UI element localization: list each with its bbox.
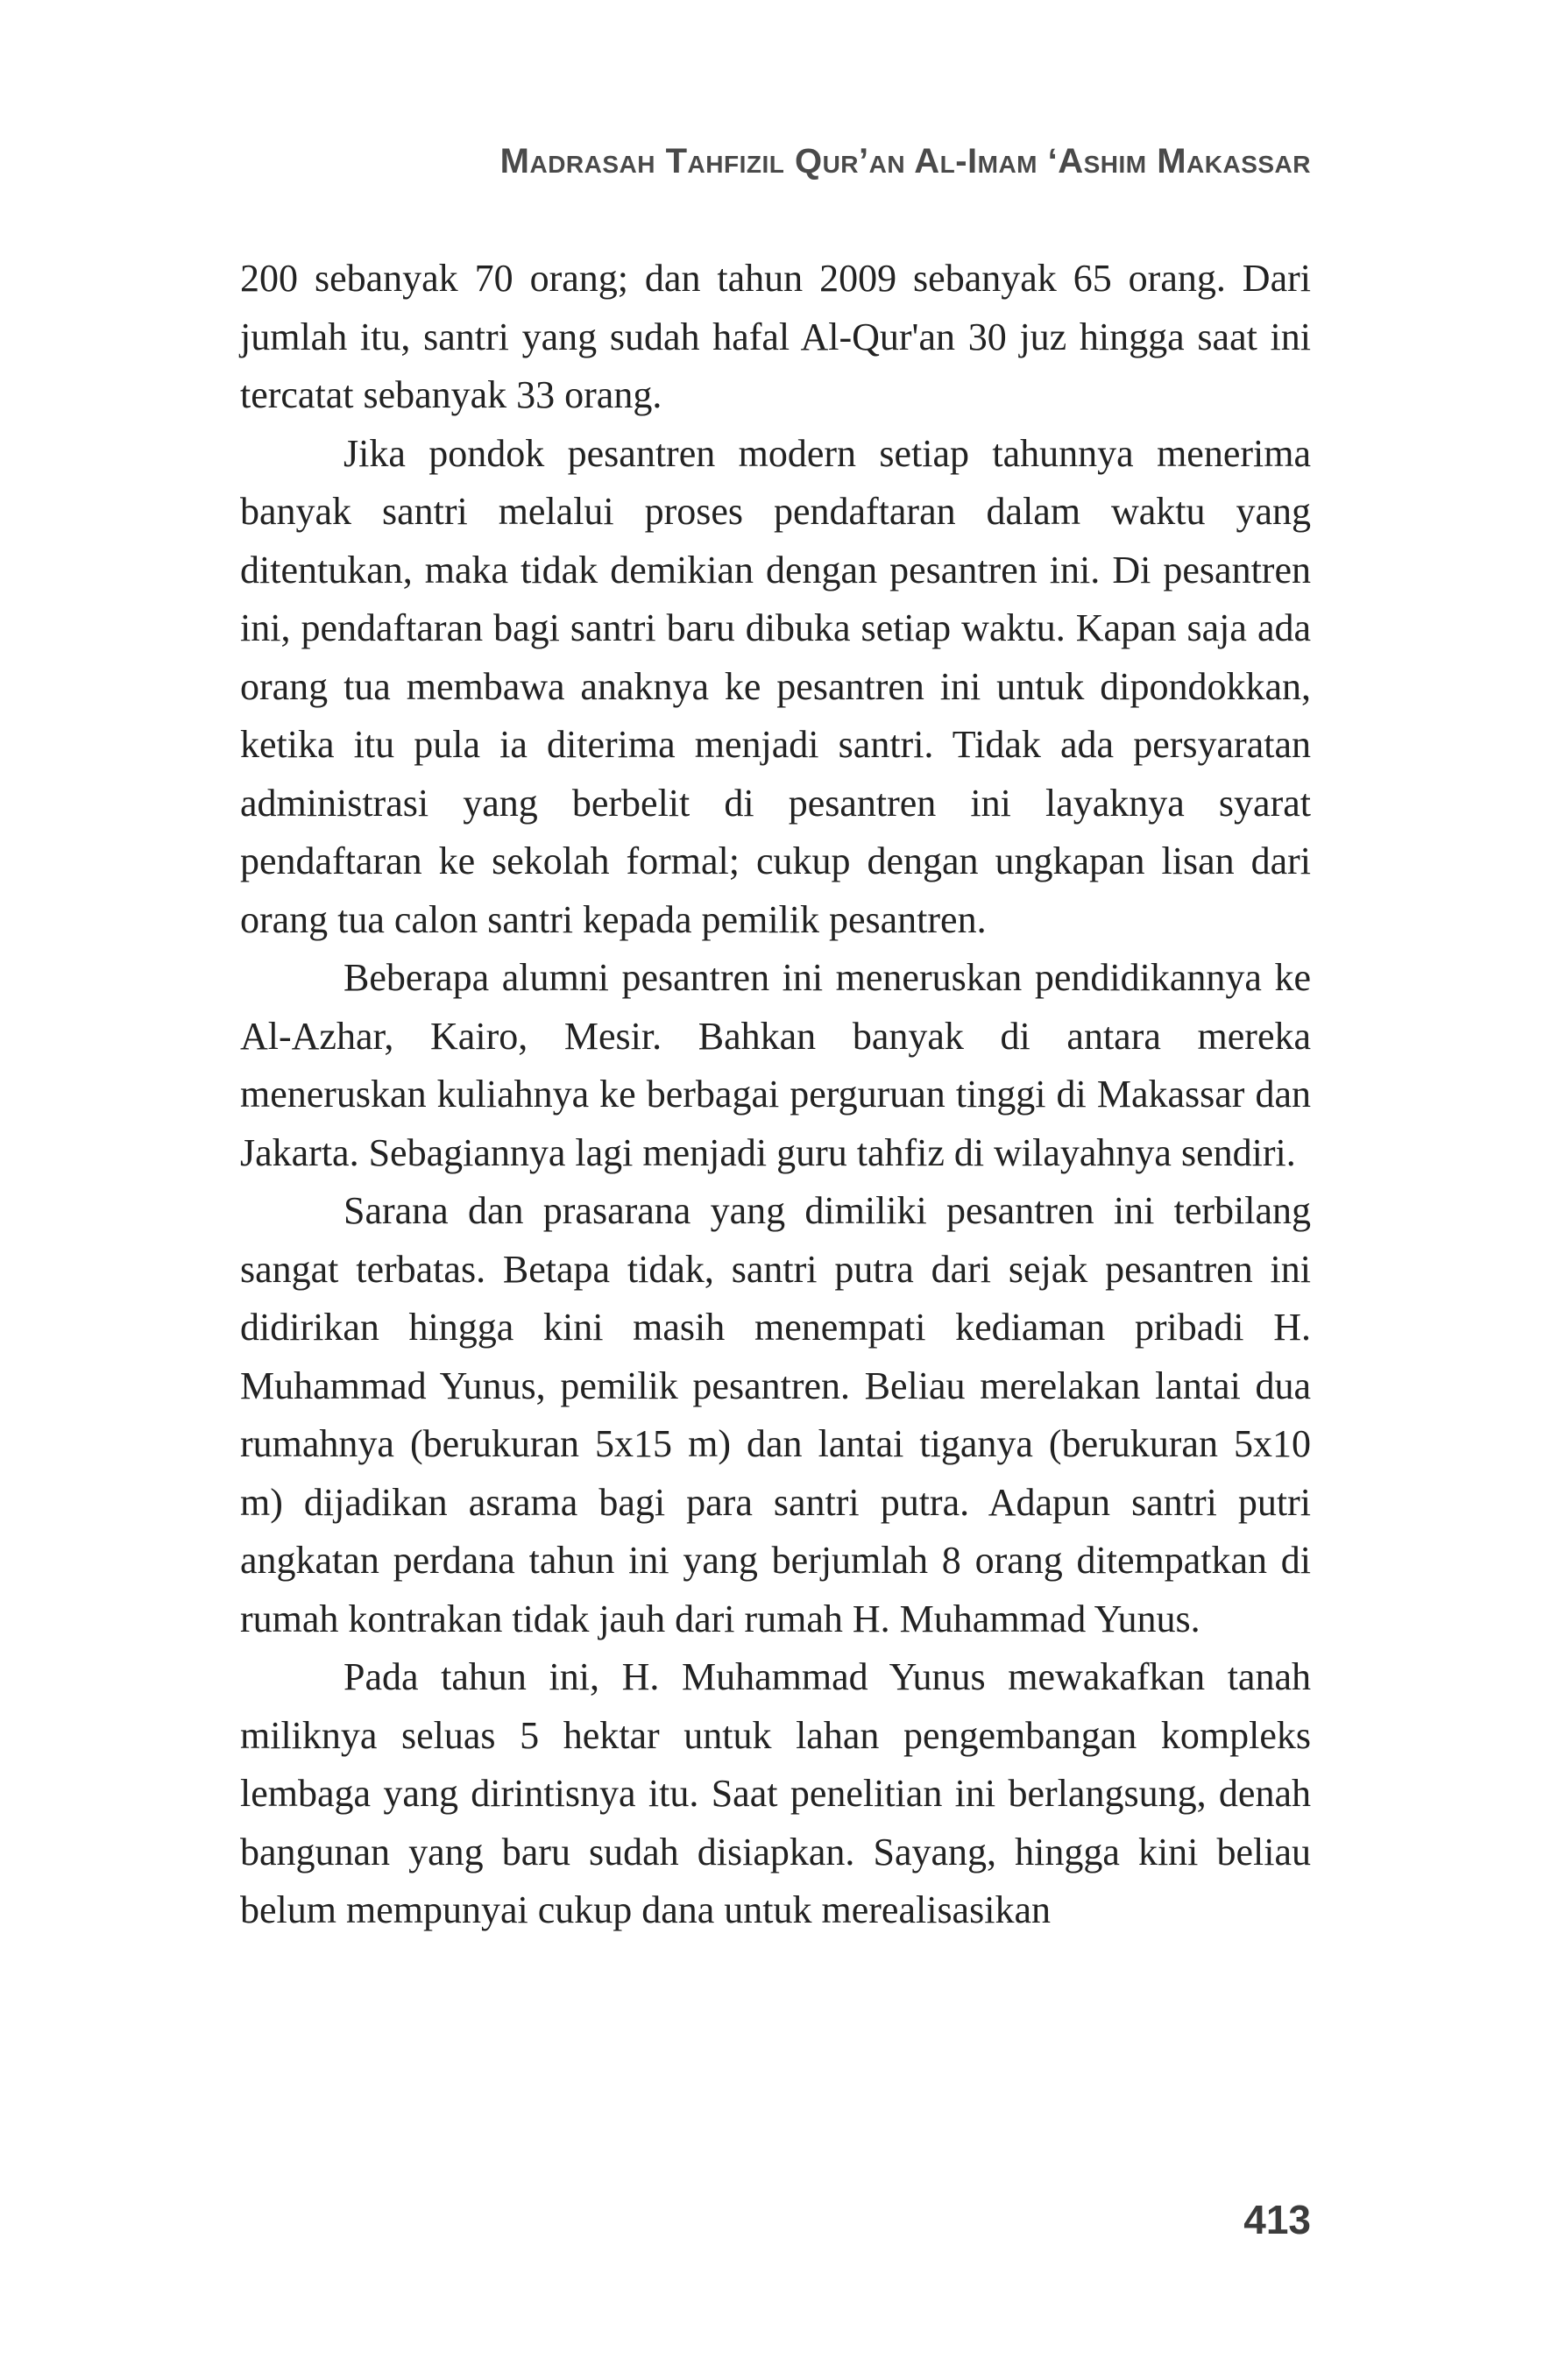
body-text [240,250,1311,1940]
page-number: 413 [1243,2197,1311,2242]
paragraph: Jika pondok pesantren modern setiap tahunnya menerima banyak santri melalui proses pendaftaran dalam waktu yang ditentukan, maka tidak demikian dengan pesantren ini. Di pesantren ini, pendaftaran bagi santri baru dibuka setiap waktu. Kapan saja ada orang tua membawa anaknya ke pesantren ini untuk dipondokkan, ketika itu pula ia diterima menjadi santri. Tidak ada persyaratan administrasi yang berbelit di pesantren ini layaknya syarat pendaftaran ke sekolah formal; cukup dengan ungkapan lisan dari orang tua calon santri kepada pemilik pesantren. [240,431,1311,941]
running-head: Madrasah Tahfizil Qur’an Al-Imam ‘Ashim Makassar [499,142,1311,181]
paragraph: Sarana dan prasarana yang dimiliki pesantren ini terbilang sangat terbatas. Betapa tidak, santri putra dari sejak pesantren ini didirikan hingga kini masih menempati kediaman pribadi H. Muhammad Yunus, pemilik pesantren. Beliau merelakan lantai dua rumahnya (berukuran 5x15 m) dan lantai tiganya (berukuran 5x10 m) dijadikan asrama bagi para santri putra. Adapun santri putri angkatan perdana tahun ini yang berjumlah 8 orang ditempatkan di rumah kontrakan tidak jauh dari rumah H. Muhammad Yunus. [240,1189,1311,1640]
paragraph: Pada tahun ini, H. Muhammad Yunus mewakafkan tanah miliknya seluas 5 hektar untuk lahan pengembangan kompleks lembaga yang dirintisnya itu. Saat penelitian ini berlangsung, denah bangunan yang baru sudah disiapkan. Sayang, hingga kini beliau belum mempunyai cukup dana untuk merealisasikan [240,1655,1311,1931]
paragraph: Beberapa alumni pesantren ini meneruskan pendidikannya ke Al-Azhar, Kairo, Mesir. Bahkan banyak di antara mereka meneruskan kuliahnya ke berbagai perguruan tinggi di Makassar dan Jakarta. Sebagiannya lagi menjadi guru tahfiz di wilayahnya sendiri. [240,956,1311,1174]
paragraph: 200 sebanyak 70 orang; dan tahun 2009 sebanyak 65 orang. Dari jumlah itu, santri yang sudah hafal Al-Qur'an 30 juz hingga saat ini tercatat sebanyak 33 orang. [240,257,1311,416]
